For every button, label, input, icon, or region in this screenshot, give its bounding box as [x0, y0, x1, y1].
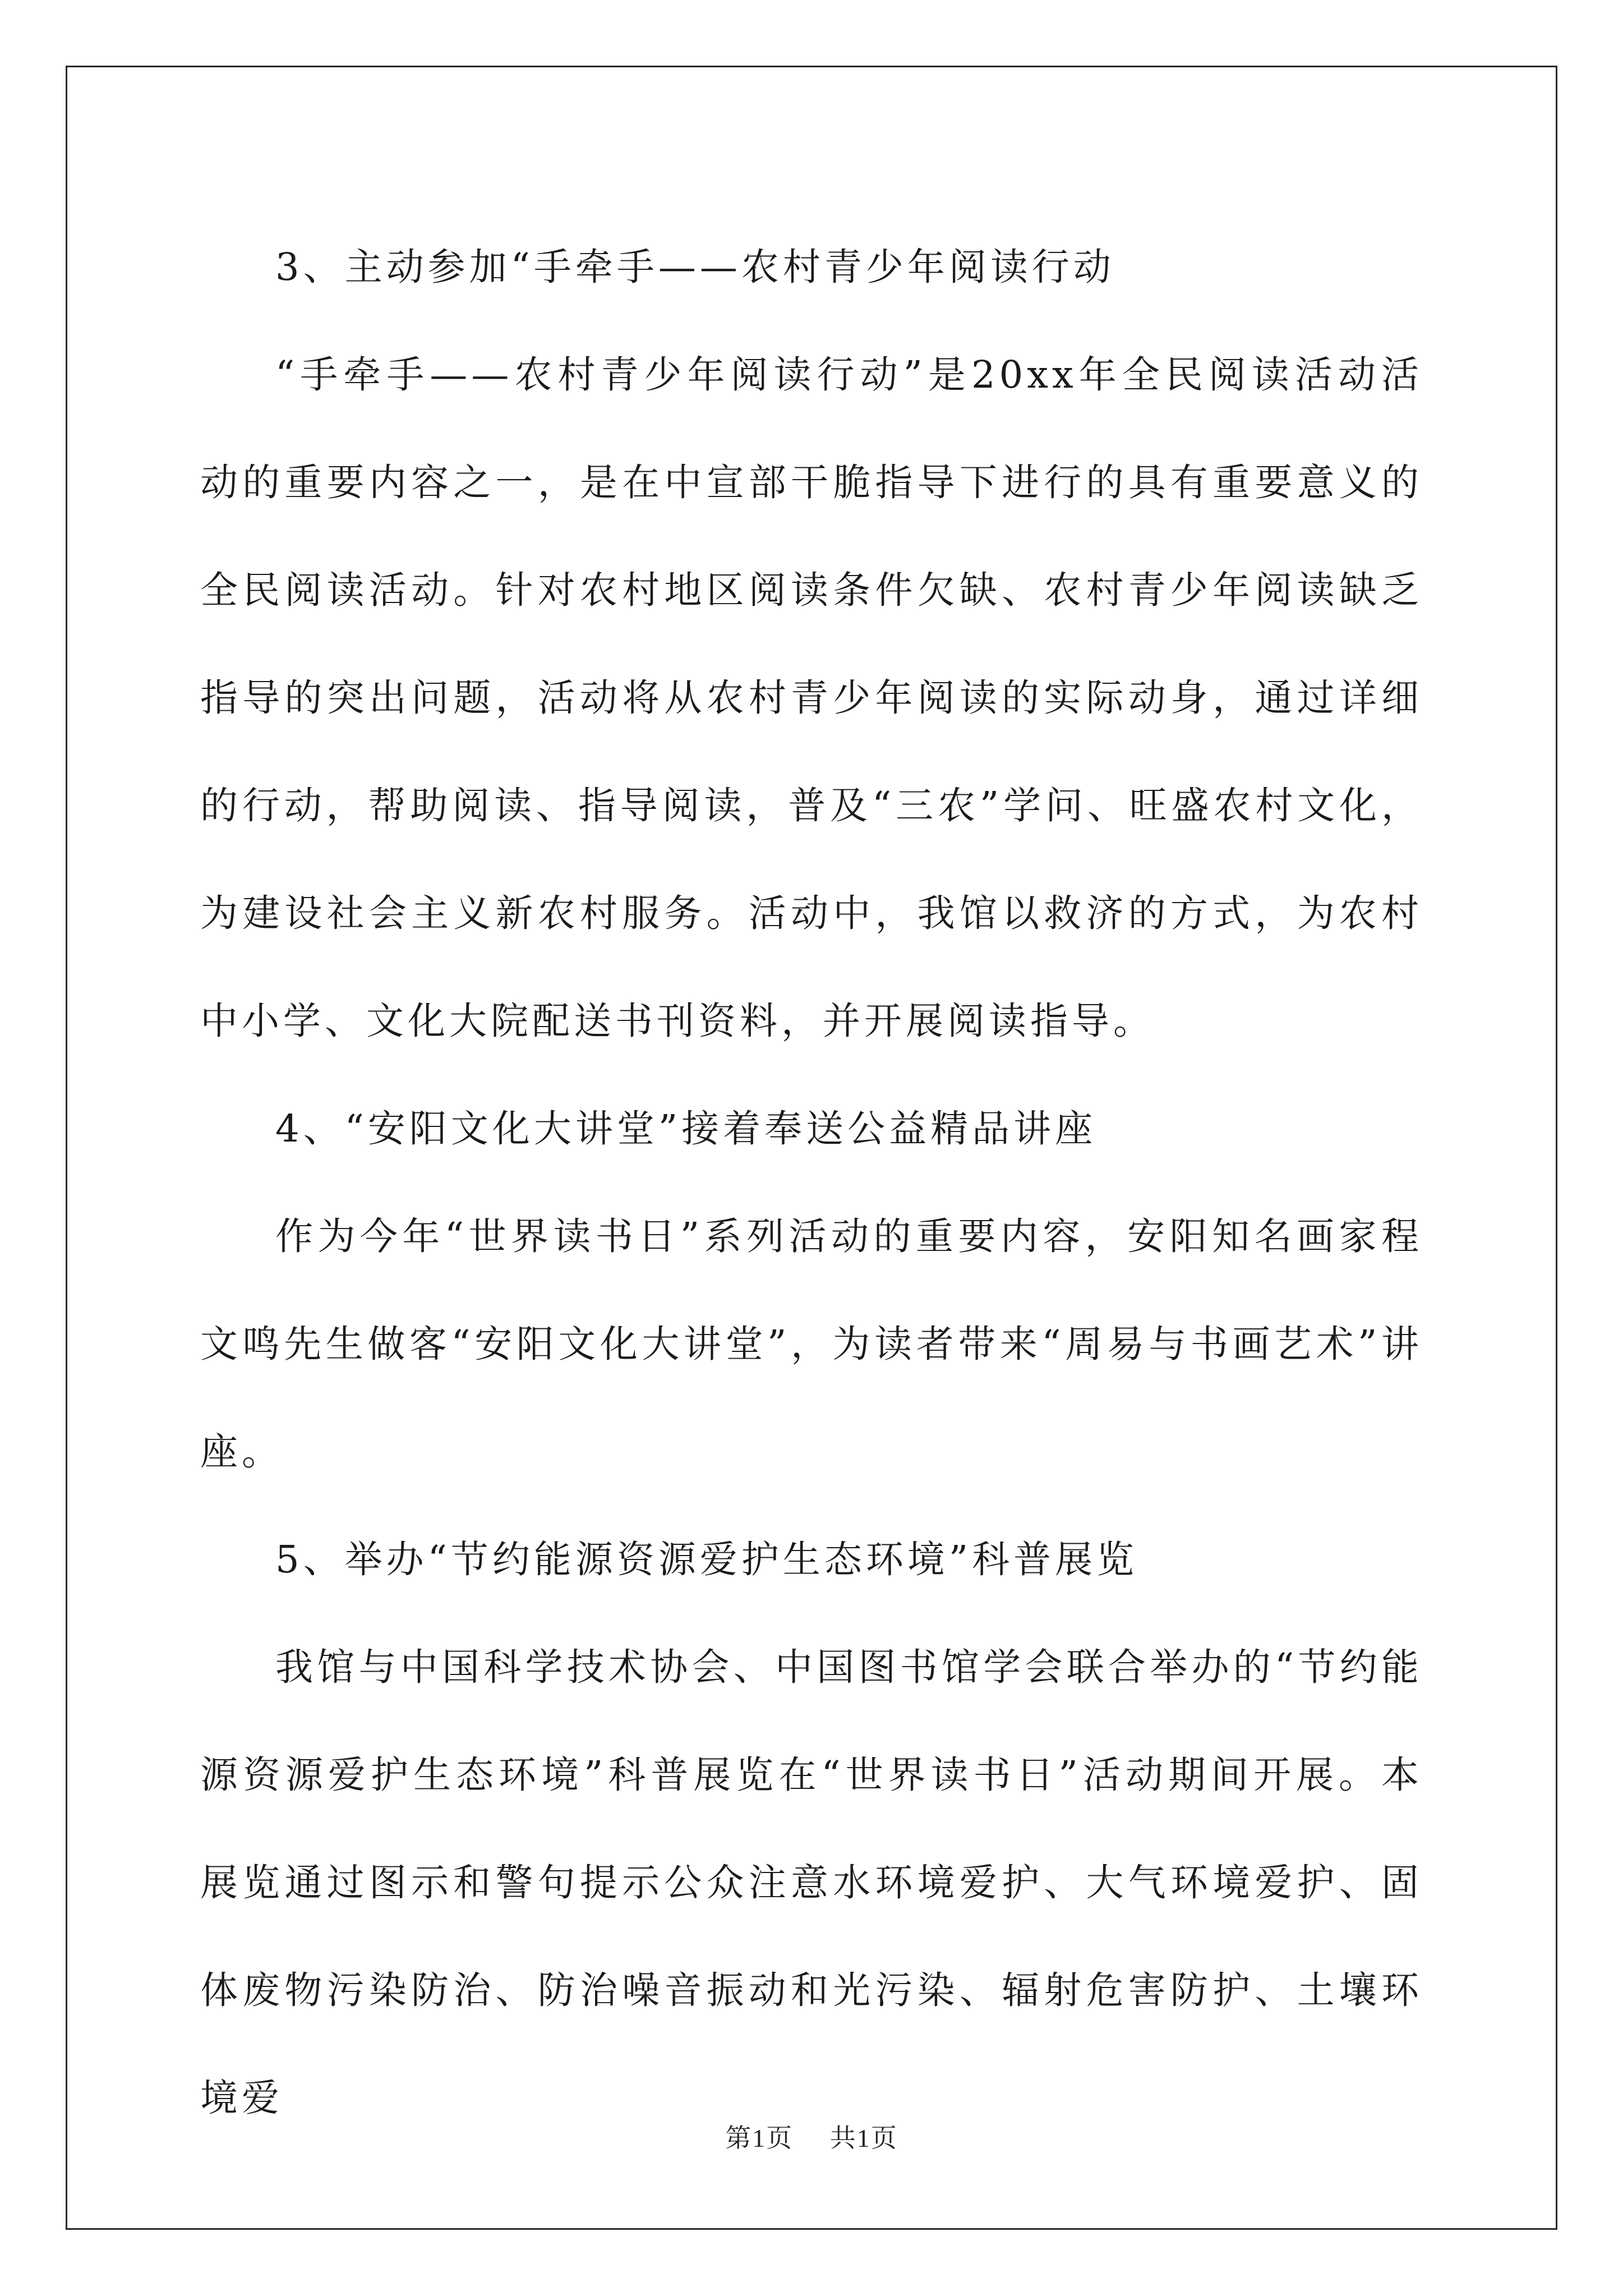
document-body: [200, 213, 1423, 2152]
paragraph-lecture: 作为今年“世界读书日”系列活动的重要内容，安阳知名画家程文鸣先生做客“安阳文化大讲堂”，为读者带来“周易与书画艺术”讲座。: [200, 1214, 1423, 1474]
page-total: 共1页: [829, 2124, 898, 2152]
page-number: 第1页: [725, 2124, 794, 2152]
page-footer: [0, 2118, 1623, 2155]
section-heading-4: 4、“安阳文化大讲堂”接着奉送公益精品讲座: [275, 1107, 1097, 1151]
section-heading-5: 5、举办“节约能源资源爱护生态环境”科普展览: [275, 1538, 1138, 1581]
paragraph-exhibition: 我馆与中国科学技术协会、中国图书馆学会联合举办的“节约能源资源爱护生态环境”科普展览在“世界读书日”活动期间开展。本展览通过图示和警句提示公众注意水环境爱护、大气环境爱护、固体废物污染防治、防治噪音振动和光污染、辐射危害防护、土壤环境爱: [200, 1645, 1423, 2120]
section-heading-3: 3、主动参加“手牵手——农村青少年阅读行动: [275, 245, 1115, 289]
paragraph-reading-action: “手牵手——农村青少年阅读行动”是20xx年全民阅读活动活动的重要内容之一，是在中宣部干脆指导下进行的具有重要意义的全民阅读活动。针对农村地区阅读条件欠缺、农村青少年阅读缺乏指导的突出问题，活动将从农村青少年阅读的实际动身，通过详细的行动，帮助阅读、指导阅读，普及“三农”学问、旺盛农村文化，为建设社会主义新农村服务。活动中，我馆以救济的方式，为农村中小学、文化大院配送书刊资料，并开展阅读指导。: [200, 353, 1423, 1043]
